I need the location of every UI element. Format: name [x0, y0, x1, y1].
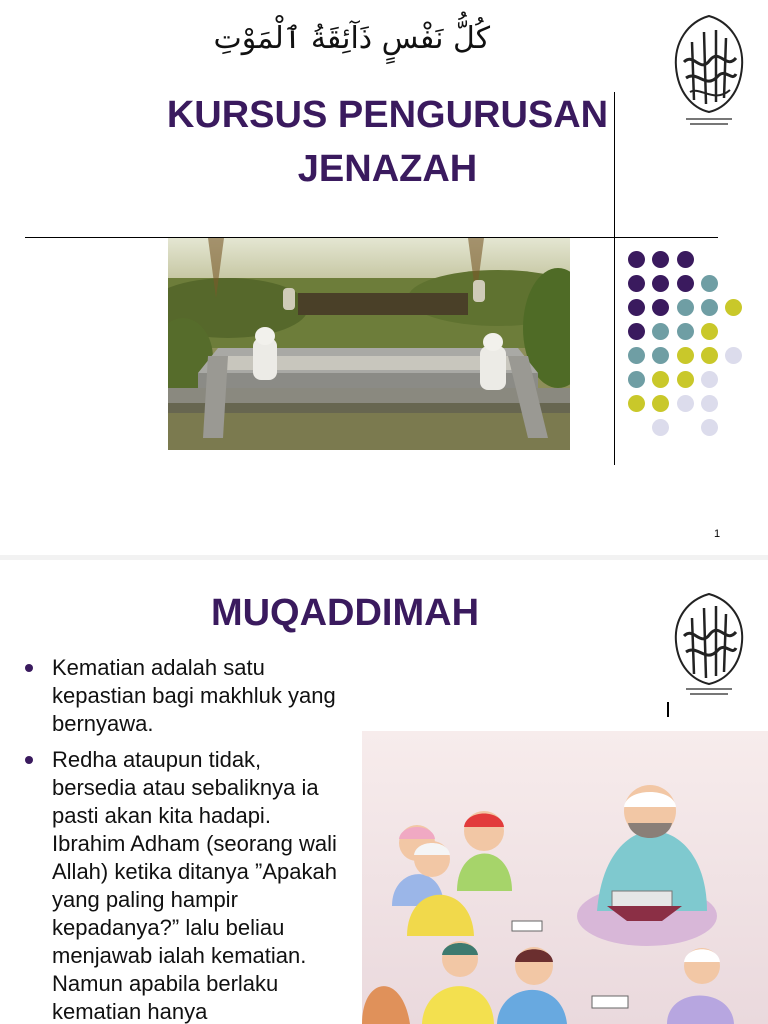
dot: [677, 395, 694, 412]
dot: [652, 395, 669, 412]
dot: [677, 275, 694, 292]
dot: [628, 251, 645, 268]
dot: [652, 419, 669, 436]
slide-1-title: [100, 88, 675, 196]
dot: [677, 371, 694, 388]
dot: [652, 275, 669, 292]
small-divider-mark: [667, 702, 669, 717]
dot: [652, 251, 669, 268]
dot: [677, 323, 694, 340]
dot: [628, 299, 645, 316]
dot: [701, 347, 718, 364]
grave-photo-icon: [168, 238, 570, 450]
slide-2: [0, 560, 768, 1024]
dot: [701, 395, 718, 412]
title-line-2: JENAZAH: [297, 148, 478, 190]
dot: [628, 371, 645, 388]
bullet-item-2: Redha ataupun tidak, bersedia atau sebaliknya ia pasti akan kita hadapi. Ibrahim Adham (seorang wali Allah) ketika ditanya ”Apakah yang paling hampir kepadanya?” lalu beliau menjawab ialah kematian. Namun apabila berlaku kematian hanya: [22, 746, 347, 1024]
arabic-verse: كُلُّ نَفْسٍ ذَآئِقَةُ ٱلْمَوْتِ: [213, 21, 490, 56]
bullet-item-1: Kematian adalah satu kepastian bagi makhluk yang bernyawa.: [22, 654, 347, 738]
dot: [677, 251, 694, 268]
dot: [701, 275, 718, 292]
calligraphy-logo-icon: [670, 12, 748, 130]
dot: [652, 371, 669, 388]
dot: [701, 419, 718, 436]
dot: [628, 275, 645, 292]
dot: [701, 371, 718, 388]
dot: [677, 299, 694, 316]
dot: [652, 347, 669, 364]
dot: [725, 347, 742, 364]
dot: [701, 299, 718, 316]
calligraphy-logo-icon: [670, 590, 748, 700]
dot: [652, 323, 669, 340]
dot: [628, 395, 645, 412]
vertical-divider: [614, 92, 615, 465]
page-number: 1: [714, 528, 721, 540]
dot: [677, 347, 694, 364]
dot: [628, 323, 645, 340]
dot: [701, 323, 718, 340]
slide-2-title: MUQADDIMAH: [210, 592, 480, 634]
bullet-list: [22, 654, 347, 1024]
dot: [652, 299, 669, 316]
dot: [725, 299, 742, 316]
study-circle-illustration-icon: [362, 731, 768, 1024]
dot: [628, 347, 645, 364]
title-line-1: KURSUS PENGURUSAN: [166, 94, 609, 136]
